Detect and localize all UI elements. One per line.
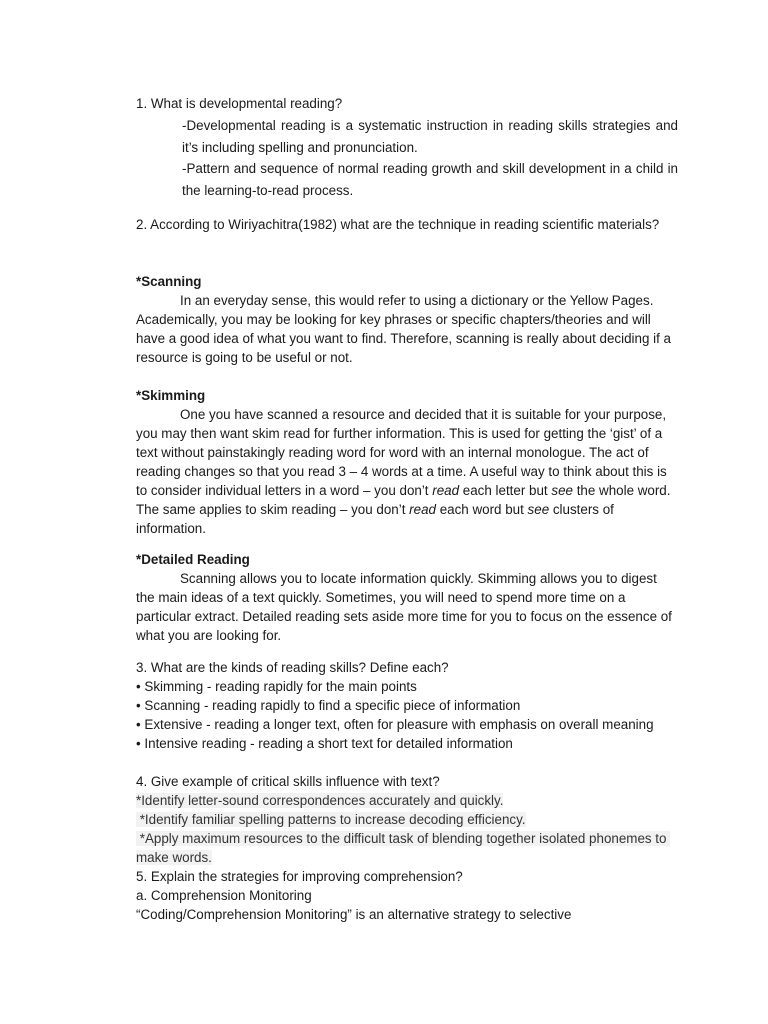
- skimming-heading: *Skimming: [136, 388, 206, 403]
- list-item: *Apply maximum resources to the difficult task of blending together isolated phonemes to make words.: [136, 831, 671, 865]
- emphasis-see: see: [527, 502, 550, 517]
- emphasis-read: read: [432, 483, 460, 498]
- list-item: *Identify familiar spelling patterns to increase decoding efficiency.: [136, 812, 526, 827]
- detailed-reading-paragraph: Scanning allows you to locate information quickly. Skimming allows you to digest the main ideas of a text quickly. Sometimes, you will need to spend more time on a particular extract. Detailed reading sets aside more time for you to focus on the essence of what you are looking for.: [136, 571, 672, 643]
- emphasis-see: see: [551, 483, 573, 498]
- subheading-comprehension-monitoring: a. Comprehension Monitoring: [136, 888, 312, 903]
- question-4: 4. Give example of critical skills influence with text?: [136, 774, 440, 789]
- list-item: • Skimming - reading rapidly for the main points: [136, 679, 417, 694]
- critical-skills-list: [136, 791, 681, 867]
- answer-1a: -Developmental reading is a systematic instruction in reading skills strategies and it’s including spelling and pronunciation.: [182, 118, 678, 155]
- scanning-heading: *Scanning: [136, 274, 202, 289]
- comprehension-monitoring-text: “Coding/Comprehension Monitoring” is an alternative strategy to selective: [136, 907, 572, 922]
- reading-skills-list: [136, 677, 696, 753]
- list-item: • Intensive reading - reading a short text for detailed information: [136, 736, 513, 751]
- question-1: 1. What is developmental reading?: [136, 96, 343, 111]
- list-item: • Extensive - reading a longer text, often for pleasure with emphasis on overall meaning: [136, 717, 654, 732]
- question-2: 2. According to Wiriyachitra(1982) what are the technique in reading scientific materials?: [136, 217, 660, 232]
- question-5: 5. Explain the strategies for improving comprehension?: [136, 869, 463, 884]
- skimming-paragraph: One you have scanned a resource and decided that it is suitable for your purpose, you may then want skim read for further information. This is used for getting the ‘gist’ of a text without painstakingly reading word for word with an internal monologue. The act of reading changes so that you read 3 – 4 words at a time. A useful way to think about this is to consider individual letters in a word – you don’t read each letter but see the whole word. The same applies to skim reading – you don’t read each word but see clusters of information.: [136, 407, 671, 536]
- emphasis-read: read: [409, 502, 436, 517]
- question-3: 3. What are the kinds of reading skills? Define each?: [136, 660, 449, 675]
- scanning-paragraph: In an everyday sense, this would refer to using a dictionary or the Yellow Pages. Academically, you may be looking for key phrases or specific chapters/theories and will have a good idea of what you want to find. Therefore, scanning is really about deciding if a resource is going to be useful or not.: [136, 293, 671, 365]
- list-item: *Identify letter-sound correspondences accurately and quickly.: [136, 793, 504, 808]
- list-item: • Scanning - reading rapidly to find a specific piece of information: [136, 698, 521, 713]
- detailed-reading-heading: *Detailed Reading: [136, 552, 250, 567]
- answer-1b: -Pattern and sequence of normal reading growth and skill development in a child in the learning-to-read process.: [182, 161, 678, 198]
